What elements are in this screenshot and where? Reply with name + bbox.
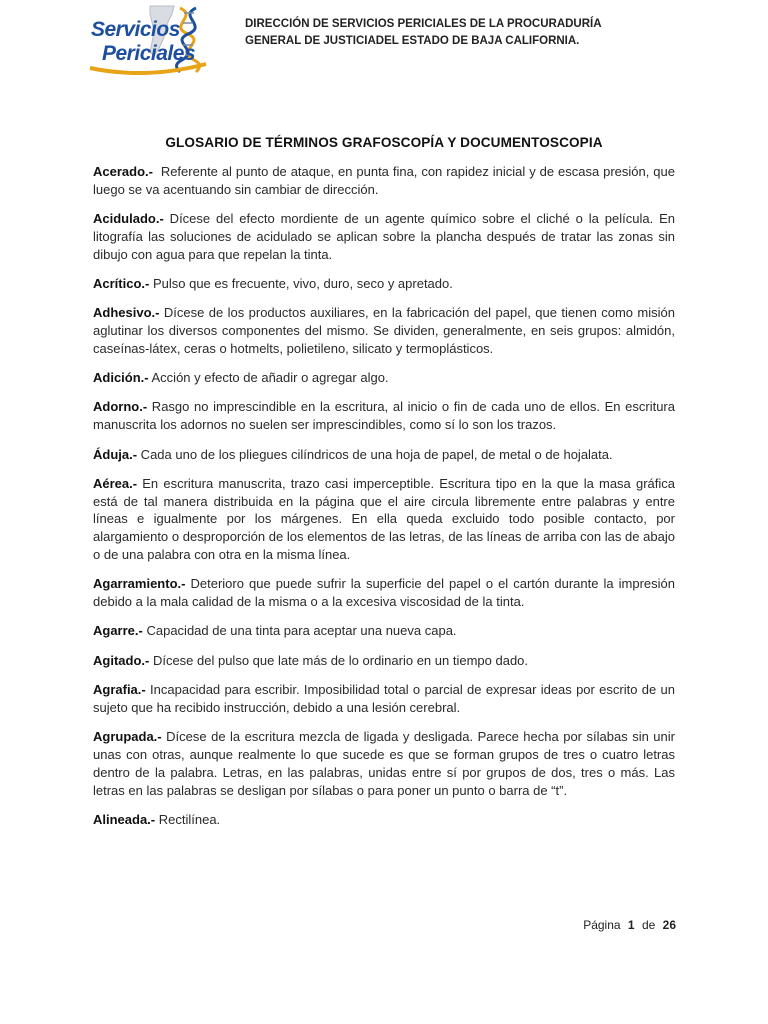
glossary-term: Acerado.- — [93, 164, 153, 179]
glossary-term: Agrupada.- — [93, 729, 162, 745]
glossary-definition: Referente al punto de ataque, en punta fina, con rapidez inicial y de escasa presión, que luego se va acentuando sin cambiar de dirección. — [93, 164, 679, 197]
glossary-entry — [93, 811, 675, 829]
glossary-entry — [93, 369, 675, 387]
institution-header — [245, 16, 645, 50]
glossary-definition: Incapacidad para escribir. Imposibilidad total o parcial de expresar ideas por escrito de un sujeto que ha recibido instrucción, debido a una lesión cerebral. — [93, 682, 679, 715]
page-number-of: de — [641, 918, 656, 932]
page-number-word: Página — [583, 918, 621, 932]
glossary-term: Agarre.- — [93, 623, 143, 639]
glossary-entry — [93, 728, 679, 799]
servicios-periciales-logo — [88, 4, 212, 76]
glossary-definition: Dícese de los productos auxiliares, en la fabricación del papel, que tienen como misión aglutinar los diversos componentes del mismo. Se dividen, generalmente, en seis grupos: almidón, caseínas-látex, ceras o hotmelts, polietileno, silicato y termoplásticos. — [93, 305, 679, 356]
glossary-entry — [93, 446, 675, 464]
glossary-term: Agarramiento.- — [93, 576, 186, 592]
page-number-current: 1 — [627, 918, 635, 932]
glossary-term: Adorno.- — [93, 399, 148, 415]
page-number — [560, 918, 676, 932]
glossary-list — [93, 163, 679, 840]
glossary-entry — [93, 622, 675, 640]
glossary-definition: Rasgo no imprescindible en la escritura, al inicio o fin de cada uno de ellos. En escritura manuscrita los adornos no suelen ser imprescindibles, como sí lo son los trazos. — [93, 399, 679, 433]
glossary-definition: En escritura manuscrita, trazo casi imperceptible. Escritura tipo en la que la masa gráfica está de tal manera distribuida en la página que el aire circula libremente entre palabras y entre líneas e igualmente por los márgenes. En ella queda excluido todo posible contacto, por alargamiento o desproporción de los elementos de las letras, de las líneas de arriba con las de abajo o de una palabra con otra en la misma línea. — [93, 475, 679, 563]
glossary-entry — [93, 304, 679, 357]
glossary-term: Agitado.- — [93, 652, 150, 668]
glossary-term: Aérea.- — [93, 475, 138, 491]
glossary-definition: Cada uno de los pliegues cilíndricos de una hoja de papel, de metal o de hojalata. — [137, 446, 613, 462]
page-number-total: 26 — [662, 918, 676, 932]
glossary-entry — [93, 681, 679, 717]
glossary-term: Adición.- — [93, 370, 149, 386]
glossary-definition: Deterioro que puede sufrir la superficie del papel o el cartón durante la impresión debido a la mala calidad de la misma o a la excesiva viscosidad de la tinta. — [93, 576, 679, 610]
glossary-entry — [93, 163, 679, 199]
institution-header-line-2: GENERAL DE JUSTICIADEL ESTADO DE BAJA CALIFORNIA. — [245, 35, 580, 47]
glossary-term: Acrítico.- — [93, 275, 150, 291]
glossary-entry — [93, 398, 679, 434]
glossary-definition: Capacidad de una tinta para aceptar una nueva capa. — [142, 623, 457, 639]
glossary-definition: Acción y efecto de añadir o agregar algo. — [148, 370, 389, 386]
glossary-definition: Dícese de la escritura mezcla de ligada y desligada. Parece hecha por sílabas sin unir unas con otras, aunque realmente lo que sucede es que se forman grupos de tres o cuatro letras dentro de la palabra. Letras, en las palabras, unidas entre sí por grupos de dos, tres o más. Las letras en las palabras se desligan por sílabas o para poner un punto o barra de “t”. — [93, 729, 679, 798]
glossary-entry — [93, 575, 679, 611]
glossary-entry — [93, 475, 679, 564]
logo-text-servicios: Servicios — [91, 18, 180, 41]
glossary-definition: Dícese del pulso que late más de lo ordinario en un tiempo dado. — [149, 652, 529, 668]
glossary-term: Alineada.- — [93, 811, 156, 827]
glossary-term: Áduja.- — [93, 446, 138, 462]
institution-header-line-1: DIRECCIÓN DE SERVICIOS PERICIALES DE LA PROCURADURÍA — [245, 18, 602, 30]
document-title: GLOSARIO DE TÉRMINOS GRAFOSCOPÍA Y DOCUMENTOSCOPIA — [165, 135, 603, 150]
glossary-definition: Dícese del efecto mordiente de un agente químico sobre el cliché o la película. En litografía las soluciones de acidulado se aplican sobre la plancha después de tratar las zonas sin dibujo con agua para que repelan la tinta. — [93, 211, 679, 262]
glossary-definition: Rectilínea. — [155, 811, 221, 827]
logo-text-periciales: Periciales — [102, 42, 196, 65]
glossary-entry — [93, 652, 675, 670]
glossary-definition: Pulso que es frecuente, vivo, duro, seco y apretado. — [149, 275, 453, 291]
glossary-term: Adhesivo.- — [93, 305, 160, 321]
glossary-entry — [93, 275, 675, 293]
glossary-entry — [93, 210, 679, 263]
glossary-term: Acidulado.- — [93, 211, 164, 227]
glossary-term: Agrafia.- — [93, 682, 146, 698]
